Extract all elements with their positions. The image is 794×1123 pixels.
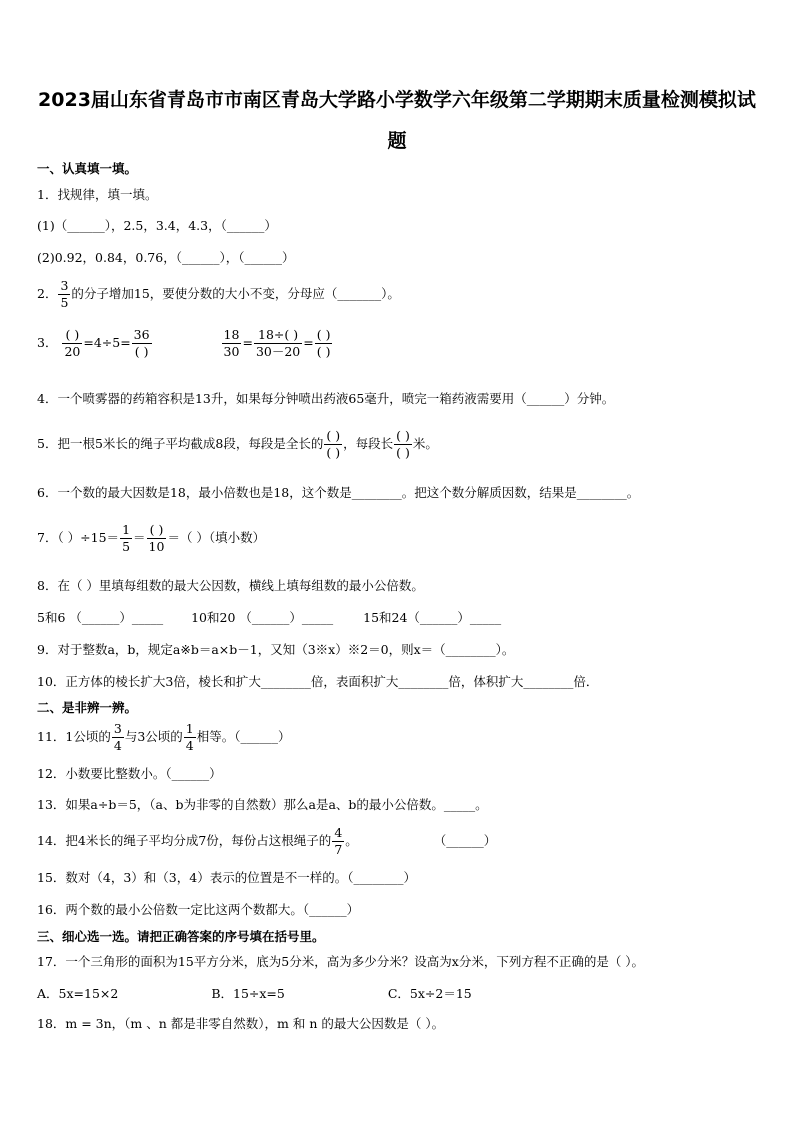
fraction (132, 327, 152, 360)
fraction (184, 721, 196, 754)
fraction-denominator: ( ) (134, 344, 149, 359)
section-3-heading: 三、细心选一选。请把正确答案的序号填在括号里。 (37, 929, 325, 944)
fraction (62, 327, 82, 360)
question-1-part-2: (2)0.92，0.84，0.76，（______），（______） (37, 250, 295, 265)
question-text: 。 (345, 833, 358, 848)
question-number: 3． (37, 335, 58, 350)
fraction (120, 522, 132, 555)
question-15: 15．数对（4，3）和（3，4）表示的位置是不一样的。（________） (37, 870, 416, 885)
question-10: 10．正方体的棱长扩大3倍，棱长和扩大________倍，表面积扩大________倍，体积扩大________倍． (37, 674, 599, 689)
question-text: ＝（ ）（填小数） (167, 530, 266, 545)
fraction (112, 721, 124, 754)
question-text: 5．把一根5米长的绳子平均截成8段，每段是全长的 (37, 436, 324, 451)
fraction-denominator: 10 (148, 539, 165, 554)
fraction-numerator: 4 (334, 825, 343, 840)
fraction-numerator: ( ) (147, 522, 167, 539)
fraction-denominator: 4 (185, 738, 194, 753)
question-18: 18．m = 3n，（m 、n 都是非零自然数），m 和 n 的最大公因数是（ ）。 (37, 1016, 445, 1031)
fraction-denominator: 5 (60, 295, 69, 310)
fraction-numerator: ( ) (326, 428, 341, 443)
question-13: 13．如果a÷b＝5，（a、b为非零的自然数）那么a是a、b的最小公倍数。_____。 (37, 797, 488, 812)
question-8-groups (37, 610, 501, 626)
option-a: A．5x=15×2 (37, 986, 119, 1001)
fraction-numerator: ( ) (396, 428, 410, 443)
fraction-denominator: 4 (113, 738, 122, 753)
question-number: 2． (37, 286, 58, 301)
equals-sign: ＝ (133, 530, 146, 545)
question-1: 1．找规律，填一填。 (37, 187, 158, 202)
fraction (147, 522, 167, 555)
fraction-denominator: 7 (334, 842, 343, 857)
fraction (222, 327, 242, 360)
question-11 (37, 721, 290, 754)
section-1-heading: 一、认真填一填。 (37, 161, 138, 176)
question-14 (37, 825, 496, 858)
question-text: 7．（ ）÷15＝ (37, 530, 120, 545)
fraction-numerator: 3 (60, 278, 69, 293)
question-text: 相等。（______） (196, 729, 291, 744)
equation-text: =4÷5= (83, 335, 131, 350)
question-text: 14．把4米长的绳子平均分成7份，每份占这根绳子的 (37, 833, 332, 848)
fraction (394, 428, 412, 461)
fraction (315, 327, 333, 360)
fraction-denominator: 30－20 (255, 344, 301, 359)
question-1-part-1: (1)（______），2.5，3.4，4.3，（______） (37, 218, 277, 233)
question-9: 9．对于整数a，b，规定a※b＝a×b－1，又知（3※x）※2＝0，则x＝（________）。 (37, 642, 515, 657)
question-text: 11．1公顷的 (37, 729, 111, 744)
section-2-heading: 二、是非辨一辨。 (37, 700, 138, 715)
fraction-numerator: 36 (133, 327, 150, 342)
answer-blank: （______） (433, 833, 497, 848)
fraction (254, 327, 302, 360)
question-7 (37, 522, 265, 555)
question-text: 米。 (412, 436, 438, 451)
question-2 (37, 278, 400, 311)
question-17-options (37, 986, 472, 1002)
option-b: B．15÷x=5 (211, 986, 285, 1001)
fraction-denominator: 20 (64, 344, 81, 359)
fraction-numerator: 1 (122, 522, 131, 537)
fraction-denominator: ( ) (396, 445, 410, 460)
doc-title-line2: 题 (387, 130, 407, 152)
fraction-denominator: ( ) (326, 445, 341, 460)
question-5 (37, 428, 438, 461)
question-8: 8．在（ ）里填每组数的最大公因数，横线上填每组数的最小公倍数。 (37, 578, 424, 593)
fraction-numerator: 18÷( ) (254, 327, 302, 344)
fraction-numerator: 1 (185, 721, 194, 736)
question-8-group-2: 10和20 （______）_____ (191, 610, 334, 625)
option-c: C．5x÷2＝15 (387, 986, 472, 1001)
question-16: 16．两个数的最小公倍数一定比这两个数都大。（______） (37, 902, 360, 917)
fraction (324, 428, 342, 461)
fraction (58, 278, 70, 311)
fraction-numerator: ( ) (62, 327, 82, 344)
fraction-denominator: 5 (122, 539, 131, 554)
equals-sign: = (242, 335, 253, 350)
question-6: 6．一个数的最大因数是18，最小倍数也是18，这个数是________。把这个数分解质因数，结果是________。 (37, 485, 640, 500)
fraction-denominator: ( ) (316, 344, 331, 359)
fraction (332, 825, 344, 858)
question-17: 17．一个三角形的面积为15平方分米，底为5分米，高为多少分米？设高为x分米，下列方程不正确的是（ ）。 (37, 954, 645, 969)
equals-sign: = (303, 335, 314, 350)
question-text: ，每段长 (343, 436, 394, 451)
doc-title-line1: 2023届山东省青岛市市南区青岛大学路小学数学六年级第二学期期末质量检测模拟试 (38, 89, 756, 111)
question-8-group-3: 15和24（______）_____ (363, 610, 502, 625)
question-text: 与3公顷的 (124, 729, 183, 744)
fraction-numerator: 3 (113, 721, 122, 736)
question-text: 的分子增加15，要使分数的大小不变，分母应（_______）。 (71, 286, 400, 301)
fraction-numerator: 18 (223, 327, 240, 342)
fraction-numerator: ( ) (316, 327, 331, 342)
fraction-denominator: 30 (223, 344, 240, 359)
question-3 (37, 327, 333, 360)
question-12: 12．小数要比整数小。（______） (37, 766, 222, 781)
question-4: 4．一个喷雾器的药箱容积是13升，如果每分钟喷出药液65毫升，喷完一箱药液需要用（______）分钟。 (37, 391, 615, 406)
question-8-group-1: 5和6 （______）_____ (37, 610, 164, 625)
